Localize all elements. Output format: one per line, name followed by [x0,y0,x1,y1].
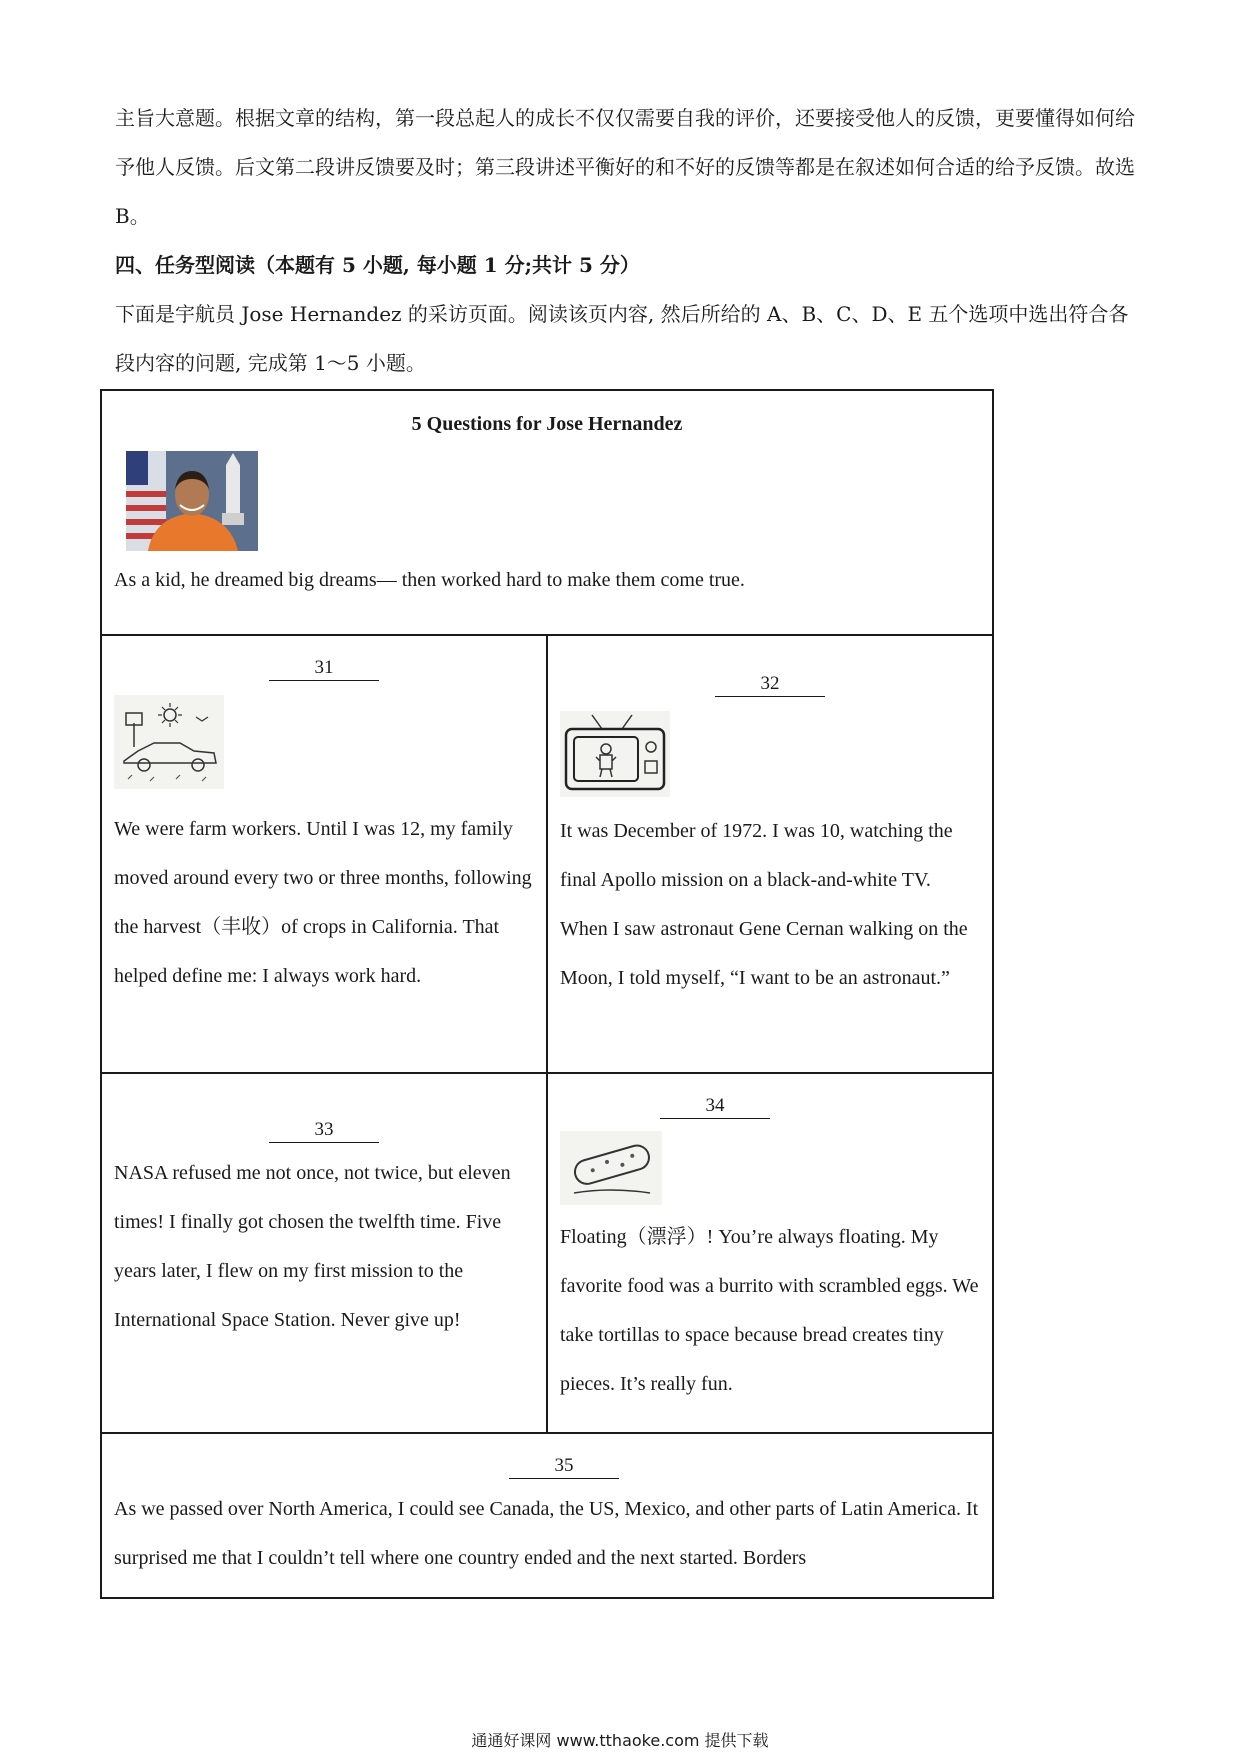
cell-34 [547,1073,993,1433]
cell-31-text: We were farm workers. Until I was 12, my family moved around every two or three months, following the harvest（丰收）of crops in California. That helped define me: I always work hard. [114,818,532,987]
cell-32 [547,635,993,1073]
cell-31 [101,635,547,1073]
astronaut-photo [126,451,258,551]
question-blank-35: 35 [509,1454,619,1479]
page-footer: 通通好课网 www.tthaoke.com 提供下载 [471,1731,769,1750]
instructions-paragraph: 下面是宇航员 Jose Hernandez 的采访页面。阅读该页内容, 然后所给的 A、B、C、D、E 五个选项中选出符合各段内容的问题, 完成第 1～5 小题。 [115,302,1129,375]
question-blank-32: 32 [715,672,825,697]
question-blank-33: 33 [269,1118,379,1143]
cell-33-text: NASA refused me not once, not twice, but eleven times! I finally got chosen the twelfth time. Five years later, I flew on my first mission to the International Space Station. Never give up! [114,1162,511,1331]
farm-car-drawing [114,695,224,789]
cell-33 [101,1073,547,1433]
tv-drawing [560,711,670,797]
explanation-paragraph: 主旨大意题。根据文章的结构，第一段总起人的成长不仅仅需要自我的评价，还要接受他人的反馈，更要懂得如何给予他人反馈。后文第二段讲反馈要及时；第三段讲述平衡好的和不好的反馈等都是在叙述如何合适的给予反馈。故选 B。 [115,106,1135,228]
section-heading: 四、任务型阅读（本题有 5 小题, 每小题 1 分;共计 5 分） [115,253,640,277]
cell-34-text: Floating（漂浮）! You’re always floating. My favorite food was a burrito with scrambled eggs. We take tortillas to space because bread creates tiny pieces. It’s really fun. [560,1226,979,1395]
burrito-drawing [560,1131,662,1205]
question-blank-31: 31 [269,656,379,681]
passage-table [100,389,994,1599]
question-blank-34: 34 [660,1094,770,1119]
cell-32-text: It was December of 1972. I was 10, watching the final Apollo mission on a black-and-white TV. When I saw astronaut Gene Cernan walking on the Moon, I told myself, “I want to be an astronaut.” [560,820,968,989]
passage-intro: As a kid, he dreamed big dreams— then worked hard to make them come true. [114,569,745,591]
passage-title: 5 Questions for Jose Hernandez [411,413,683,435]
cell-35 [101,1433,993,1598]
cell-35-text: As we passed over North America, I could see Canada, the US, Mexico, and other parts of Latin America. It surprised me that I couldn’t tell where one country ended and the next started. Borders [114,1498,979,1569]
passage-header-cell [101,390,993,635]
